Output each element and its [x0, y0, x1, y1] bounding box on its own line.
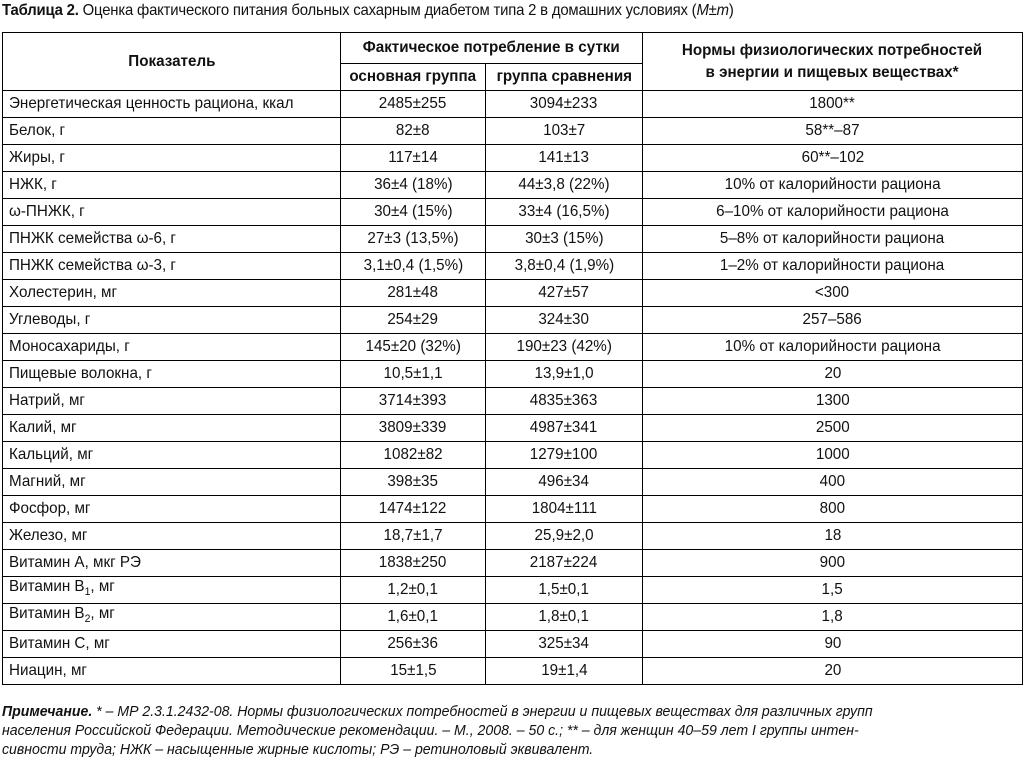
cell-comparison-group: 1,8±0,1: [486, 604, 643, 631]
table-row: [3, 523, 1023, 550]
cell-norm: 1–2% от калорийности рациона: [643, 253, 1023, 280]
table-row: [3, 280, 1023, 307]
header-main-group: основная группа: [341, 64, 486, 91]
cell-main-group: 27±3 (13,5%): [341, 226, 486, 253]
table-row: [3, 253, 1023, 280]
cell-indicator: Витамин $B_2$, мг: [3, 604, 341, 631]
cell-indicator: ω-ПНЖК, г: [3, 199, 341, 226]
cell-comparison-group: 4987±341: [486, 415, 643, 442]
cell-norm: 5–8% от калорийности рациона: [643, 226, 1023, 253]
cell-indicator: Магний, мг: [3, 469, 341, 496]
cell-main-group: 281±48: [341, 280, 486, 307]
cell-main-group: 145±20 (32%): [341, 334, 486, 361]
caption-close: ): [728, 2, 734, 19]
cell-comparison-group: 190±23 (42%): [486, 334, 643, 361]
cell-comparison-group: 141±13: [486, 145, 643, 172]
note-line-3: сивности труда; НЖК – насыщенные жирные кислоты; РЭ – ретиноловый эквивалент.: [2, 741, 594, 758]
table-header: [3, 33, 1023, 91]
cell-indicator: НЖК, г: [3, 172, 341, 199]
cell-main-group: 3,1±0,4 (1,5%): [341, 253, 486, 280]
table-note: [2, 702, 1016, 759]
cell-norm: 20: [643, 658, 1023, 685]
cell-main-group: 2485±255: [341, 91, 486, 118]
cell-comparison-group: 427±57: [486, 280, 643, 307]
caption-stat: M±m: [696, 2, 729, 19]
cell-comparison-group: 324±30: [486, 307, 643, 334]
cell-comparison-group: 19±1,4: [486, 658, 643, 685]
cell-comparison-group: 3,8±0,4 (1,9%): [486, 253, 643, 280]
cell-indicator: Витамин $B_1$, мг: [3, 577, 341, 604]
cell-norm: 1300: [643, 388, 1023, 415]
note-label: Примечание.: [2, 703, 93, 720]
cell-main-group: 1474±122: [341, 496, 486, 523]
table-row: [3, 388, 1023, 415]
cell-comparison-group: 4835±363: [486, 388, 643, 415]
cell-main-group: 36±4 (18%): [341, 172, 486, 199]
header-comparison-group: группа сравнения: [486, 64, 643, 91]
cell-norm: 1,8: [643, 604, 1023, 631]
caption-label: Таблица 2.: [2, 2, 79, 19]
cell-norm: <300: [643, 280, 1023, 307]
cell-indicator: ПНЖК семейства ω-3, г: [3, 253, 341, 280]
cell-indicator: Моносахариды, г: [3, 334, 341, 361]
cell-comparison-group: 1804±111: [486, 496, 643, 523]
cell-main-group: 82±8: [341, 118, 486, 145]
cell-indicator: ПНЖК семейства ω-6, г: [3, 226, 341, 253]
cell-main-group: 3714±393: [341, 388, 486, 415]
cell-main-group: 18,7±1,7: [341, 523, 486, 550]
cell-main-group: 254±29: [341, 307, 486, 334]
cell-indicator: Белок, г: [3, 118, 341, 145]
cell-comparison-group: 325±34: [486, 631, 643, 658]
cell-norm: 1,5: [643, 577, 1023, 604]
cell-comparison-group: 25,9±2,0: [486, 523, 643, 550]
table-row: [3, 334, 1023, 361]
cell-norm: 90: [643, 631, 1023, 658]
cell-main-group: 1838±250: [341, 550, 486, 577]
cell-comparison-group: 44±3,8 (22%): [486, 172, 643, 199]
cell-norm: 18: [643, 523, 1023, 550]
header-norms-line2: в энергии и пищевых веществах*: [705, 63, 960, 81]
cell-indicator: Натрий, мг: [3, 388, 341, 415]
cell-indicator: Холестерин, мг: [3, 280, 341, 307]
header-indicator: Показатель: [3, 33, 341, 91]
cell-main-group: 1,2±0,1: [341, 577, 486, 604]
nutrition-table: [2, 32, 1023, 685]
cell-indicator: Кальций, мг: [3, 442, 341, 469]
table-row: [3, 577, 1023, 604]
cell-norm: 10% от калорийности рациона: [643, 172, 1023, 199]
cell-indicator: Пищевые волокна, г: [3, 361, 341, 388]
table-row: [3, 145, 1023, 172]
table-row: [3, 469, 1023, 496]
cell-norm: 800: [643, 496, 1023, 523]
table-row: [3, 91, 1023, 118]
table-row: [3, 496, 1023, 523]
table-row: [3, 604, 1023, 631]
cell-comparison-group: 496±34: [486, 469, 643, 496]
table-row: [3, 172, 1023, 199]
cell-norm: 900: [643, 550, 1023, 577]
cell-main-group: 256±36: [341, 631, 486, 658]
table-row: [3, 442, 1023, 469]
cell-indicator: Витамин А, мкг РЭ: [3, 550, 341, 577]
cell-indicator: Ниацин, мг: [3, 658, 341, 685]
table-row: [3, 415, 1023, 442]
cell-norm: 10% от калорийности рациона: [643, 334, 1023, 361]
cell-norm: 1000: [643, 442, 1023, 469]
cell-norm: 6–10% от калорийности рациона: [643, 199, 1023, 226]
cell-main-group: 10,5±1,1: [341, 361, 486, 388]
cell-norm: 400: [643, 469, 1023, 496]
table-row: [3, 118, 1023, 145]
table-row: [3, 550, 1023, 577]
table-caption: [2, 2, 734, 20]
table-row: [3, 361, 1023, 388]
caption-text: Оценка фактического питания больных сахарным диабетом типа 2 в домашних условиях (: [82, 2, 697, 19]
table-row: [3, 199, 1023, 226]
cell-indicator: Углеводы, г: [3, 307, 341, 334]
cell-comparison-group: 13,9±1,0: [486, 361, 643, 388]
table-body: [3, 91, 1023, 685]
table-row: [3, 226, 1023, 253]
cell-comparison-group: 30±3 (15%): [486, 226, 643, 253]
cell-indicator: Железо, мг: [3, 523, 341, 550]
header-norms: [643, 33, 1023, 91]
cell-norm: 20: [643, 361, 1023, 388]
cell-norm: 2500: [643, 415, 1023, 442]
note-line-2: населения Российской Федерации. Методические рекомендации. – М., 2008. – 50 с.; ** – для женщин 40–59 лет I группы интен-: [2, 722, 859, 739]
note-line-1: * – МР 2.3.1.2432-08. Нормы физиологических потребностей в энергии и пищевых веществах для различных групп: [96, 703, 873, 720]
cell-indicator: Калий, мг: [3, 415, 341, 442]
cell-indicator: Жиры, г: [3, 145, 341, 172]
cell-comparison-group: 103±7: [486, 118, 643, 145]
table-row: [3, 631, 1023, 658]
cell-main-group: 15±1,5: [341, 658, 486, 685]
header-actual-consumption: Фактическое потребление в сутки: [341, 33, 643, 64]
cell-norm: 58**–87: [643, 118, 1023, 145]
cell-indicator: Фосфор, мг: [3, 496, 341, 523]
table-row: [3, 307, 1023, 334]
cell-indicator: Витамин С, мг: [3, 631, 341, 658]
cell-comparison-group: 2187±224: [486, 550, 643, 577]
cell-main-group: 3809±339: [341, 415, 486, 442]
cell-norm: 257–586: [643, 307, 1023, 334]
cell-main-group: 117±14: [341, 145, 486, 172]
table-row: [3, 658, 1023, 685]
cell-comparison-group: 33±4 (16,5%): [486, 199, 643, 226]
cell-comparison-group: 3094±233: [486, 91, 643, 118]
cell-indicator: Энергетическая ценность рациона, ккал: [3, 91, 341, 118]
cell-norm: 1800**: [643, 91, 1023, 118]
cell-main-group: 1082±82: [341, 442, 486, 469]
cell-main-group: 398±35: [341, 469, 486, 496]
cell-norm: 60**–102: [643, 145, 1023, 172]
cell-main-group: 30±4 (15%): [341, 199, 486, 226]
cell-comparison-group: 1,5±0,1: [486, 577, 643, 604]
cell-main-group: 1,6±0,1: [341, 604, 486, 631]
header-norms-line1: Нормы физиологических потребностей: [682, 41, 983, 59]
cell-comparison-group: 1279±100: [486, 442, 643, 469]
